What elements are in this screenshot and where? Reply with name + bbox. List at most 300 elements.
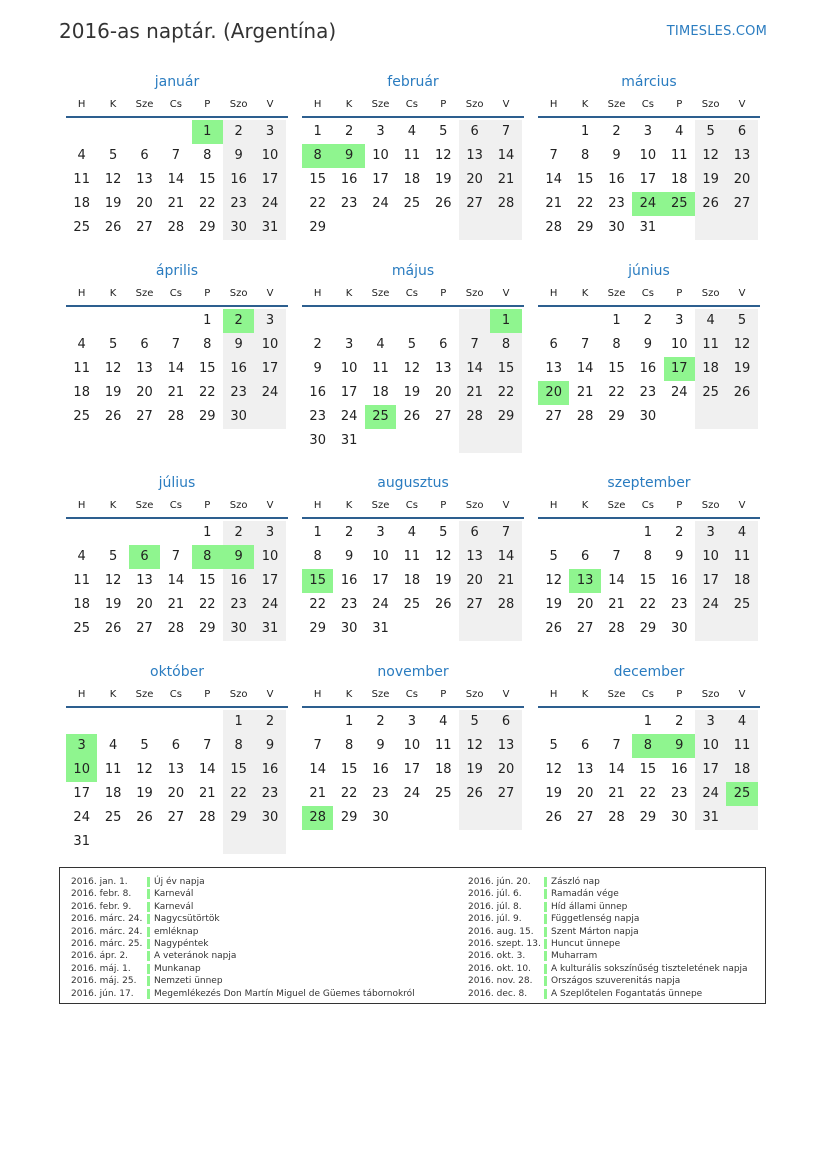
day-cell: 7 xyxy=(490,120,521,144)
day-cell: 24 xyxy=(254,381,285,405)
weekday-label: H xyxy=(549,99,558,110)
legend-date: 2016. júl. 8. xyxy=(468,901,522,912)
legend-holiday-name: A kulturális sokszínűség tiszteletének napja xyxy=(551,963,748,974)
day-cell: 27 xyxy=(576,810,594,825)
holiday-marker xyxy=(544,914,547,924)
day-cell: 23 xyxy=(372,786,389,801)
day-cell: 26 xyxy=(726,381,757,405)
holiday-day-cell: 9 xyxy=(664,734,695,758)
day-cell: 12 xyxy=(695,144,726,168)
holiday-day-cell: 25 xyxy=(664,192,695,216)
day-cell: 18 xyxy=(73,196,90,211)
weekday-header xyxy=(302,495,524,519)
day-cell: 14 xyxy=(309,762,326,777)
day-cell: 1 xyxy=(313,525,322,540)
weekday-label: V xyxy=(738,689,746,700)
weekday-label: H xyxy=(77,288,86,299)
legend-date: 2016. nov. 28. xyxy=(468,976,533,987)
day-cell: 1 xyxy=(203,525,212,540)
day-cell: 4 xyxy=(726,710,757,734)
day-cell: 16 xyxy=(639,361,657,376)
day-cell: 31 xyxy=(254,617,285,641)
day-cell: 2 xyxy=(344,525,354,540)
weekday-header xyxy=(538,495,760,519)
holiday-marker xyxy=(544,989,547,999)
day-cell: 12 xyxy=(726,333,757,357)
month-name: október xyxy=(150,664,204,680)
weekday-label: H xyxy=(549,288,558,299)
empty-cell xyxy=(538,309,569,333)
day-cell: 31 xyxy=(372,621,389,636)
day-cell: 7 xyxy=(171,549,180,564)
day-cell: 3 xyxy=(695,521,726,545)
weekday-label: V xyxy=(502,500,510,511)
day-cell: 24 xyxy=(73,810,90,825)
day-cell: 2 xyxy=(223,120,254,144)
month-szeptember xyxy=(538,471,760,641)
day-cell: 10 xyxy=(372,549,389,564)
holiday-day-cell: 25 xyxy=(365,405,396,429)
weekday-label: Sze xyxy=(607,500,626,511)
weekday-label: V xyxy=(266,99,274,110)
day-cell: 22 xyxy=(639,786,657,801)
day-cell: 17 xyxy=(695,569,726,593)
day-cell: 16 xyxy=(608,172,625,187)
weekday-label: Cs xyxy=(405,500,418,511)
day-cell: 27 xyxy=(167,810,185,825)
day-cell: 17 xyxy=(254,357,285,381)
month-február xyxy=(302,70,524,240)
weekday-label: Szo xyxy=(229,288,248,299)
day-cell: 1 xyxy=(643,714,652,729)
day-cell: 6 xyxy=(439,337,448,352)
day-cell: 6 xyxy=(140,337,149,352)
legend-date: 2016. okt. 10. xyxy=(468,963,531,974)
day-cell: 8 xyxy=(344,738,354,753)
day-cell: 20 xyxy=(459,569,490,593)
weekday-label: K xyxy=(345,500,353,511)
day-cell: 1 xyxy=(203,313,212,328)
weekday-header xyxy=(538,283,760,307)
weekday-label: Sze xyxy=(135,500,154,511)
weekday-label: H xyxy=(313,689,322,700)
legend-date: 2016. márc. 25. xyxy=(71,938,143,949)
day-cell: 2 xyxy=(254,710,285,734)
day-cell: 18 xyxy=(73,385,90,400)
day-cell: 11 xyxy=(695,333,726,357)
legend-holiday-name: Zászló nap xyxy=(551,877,600,887)
month-november xyxy=(302,660,524,830)
empty-cell xyxy=(726,806,757,830)
holiday-marker xyxy=(544,964,547,974)
day-cell: 2 xyxy=(313,337,322,352)
day-cell: 11 xyxy=(670,148,688,163)
day-cell: 28 xyxy=(167,409,185,424)
weekday-label: V xyxy=(738,500,746,511)
weekday-label: P xyxy=(440,288,447,299)
weekday-label: Cs xyxy=(405,99,418,110)
holiday-day-cell: 8 xyxy=(192,545,223,569)
holiday-marker xyxy=(147,951,150,961)
holiday-marker xyxy=(544,951,547,961)
weekday-label: Sze xyxy=(607,689,626,700)
empty-cell xyxy=(66,120,97,144)
day-cell: 12 xyxy=(459,734,490,758)
weekday-label: P xyxy=(440,99,447,110)
day-cell: 16 xyxy=(340,172,358,187)
day-cell: 12 xyxy=(434,148,452,163)
day-cell: 21 xyxy=(459,381,490,405)
empty-cell xyxy=(490,806,521,830)
legend-date: 2016. júl. 9. xyxy=(468,914,522,925)
holiday-day-cell: 1 xyxy=(490,309,521,333)
day-cell: 17 xyxy=(372,172,389,187)
empty-cell xyxy=(428,309,459,333)
day-cell: 29 xyxy=(490,405,521,429)
day-cell: 19 xyxy=(403,385,421,400)
day-cell: 20 xyxy=(167,786,185,801)
legend-date: 2016. márc. 24. xyxy=(71,914,143,925)
day-cell: 27 xyxy=(490,782,521,806)
day-cell: 28 xyxy=(490,593,521,617)
holiday-day-cell: 13 xyxy=(569,569,600,593)
month-március xyxy=(538,70,760,240)
day-cell: 25 xyxy=(104,810,122,825)
day-cell: 21 xyxy=(167,597,185,612)
empty-cell xyxy=(396,309,427,333)
day-cell: 9 xyxy=(376,738,385,753)
day-cell: 25 xyxy=(73,409,90,424)
day-grid xyxy=(538,120,760,240)
day-cell: 13 xyxy=(726,144,757,168)
empty-cell xyxy=(333,216,364,240)
weekday-label: K xyxy=(581,500,589,511)
day-cell: 15 xyxy=(223,758,254,782)
day-cell: 5 xyxy=(459,710,490,734)
legend-date: 2016. jún. 20. xyxy=(468,877,531,887)
weekday-label: P xyxy=(676,689,683,700)
day-cell: 4 xyxy=(77,337,86,352)
day-cell: 21 xyxy=(545,196,562,211)
day-cell: 24 xyxy=(340,409,358,424)
day-cell: 7 xyxy=(203,738,212,753)
weekday-label: H xyxy=(549,500,558,511)
day-cell: 22 xyxy=(198,385,216,400)
day-cell: 25 xyxy=(73,621,90,636)
brand-link[interactable]: TIMESLES.COM xyxy=(666,24,767,39)
day-cell: 26 xyxy=(136,810,153,825)
day-cell: 24 xyxy=(254,192,285,216)
day-cell: 2 xyxy=(344,124,354,139)
day-cell: 30 xyxy=(608,220,625,235)
day-cell: 7 xyxy=(490,521,521,545)
day-cell: 28 xyxy=(198,810,216,825)
holiday-marker xyxy=(147,976,150,986)
day-cell: 12 xyxy=(104,172,122,187)
weekday-label: H xyxy=(313,99,322,110)
empty-cell xyxy=(192,710,223,734)
day-cell: 2 xyxy=(643,313,652,328)
weekday-label: H xyxy=(77,99,86,110)
holiday-day-cell: 8 xyxy=(302,144,333,168)
empty-cell xyxy=(664,405,695,429)
weekday-label: Cs xyxy=(169,288,182,299)
weekday-label: H xyxy=(549,689,558,700)
day-cell: 29 xyxy=(198,621,216,636)
day-cell: 30 xyxy=(223,617,254,641)
day-grid xyxy=(538,710,760,830)
day-cell: 6 xyxy=(549,337,558,352)
weekday-label: K xyxy=(109,689,117,700)
empty-cell xyxy=(601,521,632,545)
weekday-label: P xyxy=(204,500,211,511)
empty-cell xyxy=(428,216,459,240)
day-cell: 2 xyxy=(675,525,684,540)
day-cell: 23 xyxy=(223,593,254,617)
day-cell: 12 xyxy=(104,573,122,588)
day-cell: 20 xyxy=(490,758,521,782)
day-cell: 29 xyxy=(198,409,216,424)
holiday-day-cell: 6 xyxy=(129,545,160,569)
empty-cell xyxy=(160,710,191,734)
month-augusztus xyxy=(302,471,524,641)
day-cell: 25 xyxy=(726,593,757,617)
day-cell: 10 xyxy=(372,148,389,163)
day-cell: 7 xyxy=(612,738,621,753)
legend-holiday-name: Szent Márton napja xyxy=(551,926,639,937)
weekday-label: K xyxy=(109,500,117,511)
day-cell: 10 xyxy=(639,148,657,163)
weekday-label: V xyxy=(738,99,746,110)
empty-cell xyxy=(129,120,160,144)
weekday-label: K xyxy=(345,99,353,110)
day-cell: 31 xyxy=(340,433,358,448)
day-cell: 26 xyxy=(545,621,562,636)
day-cell: 19 xyxy=(434,172,452,187)
day-cell: 3 xyxy=(675,313,684,328)
weekday-label: Sze xyxy=(135,689,154,700)
empty-cell xyxy=(66,309,97,333)
day-cell: 3 xyxy=(254,120,285,144)
day-cell: 3 xyxy=(254,521,285,545)
day-cell: 6 xyxy=(171,738,180,753)
day-cell: 22 xyxy=(309,196,326,211)
day-cell: 11 xyxy=(434,738,452,753)
weekday-label: Szo xyxy=(465,689,484,700)
day-cell: 8 xyxy=(313,549,322,564)
weekday-label: Szo xyxy=(701,500,720,511)
legend-date: 2016. aug. 15. xyxy=(468,926,534,937)
day-cell: 7 xyxy=(549,148,558,163)
day-cell: 15 xyxy=(576,172,594,187)
holiday-day-cell: 20 xyxy=(538,381,569,405)
day-cell: 4 xyxy=(376,337,385,352)
weekday-label: K xyxy=(581,288,589,299)
day-cell: 29 xyxy=(223,806,254,830)
empty-cell xyxy=(223,830,254,854)
day-cell: 22 xyxy=(576,196,594,211)
day-cell: 29 xyxy=(639,810,657,825)
day-cell: 15 xyxy=(639,573,657,588)
legend-date: 2016. máj. 25. xyxy=(71,976,137,987)
day-cell: 12 xyxy=(403,361,421,376)
empty-cell xyxy=(396,216,427,240)
weekday-label: Cs xyxy=(641,99,654,110)
day-cell: 22 xyxy=(198,196,216,211)
page-title: 2016-as naptár. (Argentína) xyxy=(59,19,337,43)
empty-cell xyxy=(396,806,427,830)
legend-holiday-name: Új év napja xyxy=(154,877,205,887)
empty-cell xyxy=(97,309,128,333)
holiday-day-cell: 17 xyxy=(664,357,695,381)
weekday-label: Szo xyxy=(229,689,248,700)
day-cell: 27 xyxy=(459,593,490,617)
day-cell: 10 xyxy=(254,545,285,569)
empty-cell xyxy=(695,405,726,429)
empty-cell xyxy=(66,521,97,545)
day-cell: 14 xyxy=(608,762,625,777)
day-cell: 20 xyxy=(434,385,452,400)
day-cell: 5 xyxy=(407,337,416,352)
day-cell: 6 xyxy=(490,710,521,734)
day-cell: 23 xyxy=(223,192,254,216)
day-cell: 6 xyxy=(459,120,490,144)
weekday-label: P xyxy=(204,288,211,299)
weekday-label: V xyxy=(266,689,274,700)
empty-cell xyxy=(396,617,427,641)
day-cell: 10 xyxy=(254,144,285,168)
day-cell: 19 xyxy=(545,597,562,612)
month-name: július xyxy=(158,475,196,491)
empty-cell xyxy=(695,617,726,641)
day-cell: 9 xyxy=(612,148,621,163)
day-cell: 27 xyxy=(576,621,594,636)
day-cell: 4 xyxy=(726,521,757,545)
day-cell: 31 xyxy=(254,216,285,240)
weekday-label: K xyxy=(581,99,589,110)
month-name: március xyxy=(621,74,677,90)
legend-holiday-name: Országos szuverenitás napja xyxy=(551,976,681,987)
holiday-marker xyxy=(544,902,547,912)
legend-date: 2016. márc. 24. xyxy=(71,926,143,937)
empty-cell xyxy=(129,830,160,854)
day-cell: 8 xyxy=(203,337,212,352)
holiday-day-cell: 15 xyxy=(302,569,333,593)
day-cell: 23 xyxy=(340,597,358,612)
empty-cell xyxy=(97,830,128,854)
day-cell: 7 xyxy=(580,337,590,352)
empty-cell xyxy=(97,120,128,144)
weekday-label: Szo xyxy=(701,99,720,110)
empty-cell xyxy=(160,309,191,333)
day-cell: 22 xyxy=(223,782,254,806)
day-cell: 7 xyxy=(171,337,180,352)
calendar-grid xyxy=(66,70,762,860)
day-cell: 14 xyxy=(490,545,521,569)
day-cell: 2 xyxy=(612,124,621,139)
holiday-marker xyxy=(147,964,150,974)
day-cell: 14 xyxy=(576,361,594,376)
weekday-label: H xyxy=(77,500,86,511)
day-cell: 18 xyxy=(104,786,122,801)
legend-date: 2016. febr. 9. xyxy=(71,901,132,912)
day-cell: 27 xyxy=(726,192,757,216)
day-cell: 30 xyxy=(639,409,657,424)
holiday-marker xyxy=(147,927,150,937)
legend-holiday-name: Karnevál xyxy=(154,901,194,912)
day-cell: 19 xyxy=(726,357,757,381)
day-grid xyxy=(66,521,288,641)
day-cell: 10 xyxy=(695,734,726,758)
weekday-label: P xyxy=(440,689,447,700)
day-cell: 19 xyxy=(434,573,452,588)
weekday-label: P xyxy=(676,288,683,299)
day-cell: 5 xyxy=(108,148,118,163)
weekday-label: Szo xyxy=(701,288,720,299)
day-cell: 17 xyxy=(639,172,657,187)
day-cell: 11 xyxy=(372,361,389,376)
day-cell: 5 xyxy=(549,549,558,564)
empty-cell xyxy=(302,309,333,333)
day-cell: 29 xyxy=(639,621,657,636)
day-cell: 12 xyxy=(545,762,562,777)
holiday-marker xyxy=(544,939,547,949)
day-cell: 20 xyxy=(726,168,757,192)
day-cell: 1 xyxy=(580,124,590,139)
empty-cell xyxy=(664,216,695,240)
day-cell: 18 xyxy=(73,597,90,612)
day-cell: 4 xyxy=(407,124,416,139)
weekday-label: Szo xyxy=(701,689,720,700)
day-cell: 6 xyxy=(140,148,149,163)
day-cell: 6 xyxy=(726,120,757,144)
weekday-label: K xyxy=(109,288,117,299)
month-január xyxy=(66,70,288,240)
empty-cell xyxy=(97,710,128,734)
day-cell: 10 xyxy=(340,361,358,376)
day-cell: 7 xyxy=(612,549,621,564)
day-cell: 7 xyxy=(459,333,490,357)
day-cell: 11 xyxy=(73,361,90,376)
month-name: május xyxy=(391,263,435,279)
day-cell: 14 xyxy=(167,573,185,588)
day-cell: 8 xyxy=(580,148,590,163)
day-cell: 21 xyxy=(608,597,625,612)
holiday-day-cell: 24 xyxy=(632,192,663,216)
day-cell: 1 xyxy=(223,710,254,734)
weekday-header xyxy=(66,283,288,307)
day-cell: 21 xyxy=(490,168,521,192)
weekday-label: Cs xyxy=(405,689,418,700)
month-name: december xyxy=(613,664,685,680)
day-cell: 13 xyxy=(545,361,562,376)
weekday-label: Szo xyxy=(229,500,248,511)
weekday-label: Szo xyxy=(465,99,484,110)
legend-holiday-name: Muharram xyxy=(551,951,598,962)
day-cell: 18 xyxy=(726,758,757,782)
day-cell: 19 xyxy=(545,786,562,801)
day-cell: 9 xyxy=(223,333,254,357)
day-grid xyxy=(66,309,288,429)
day-cell: 25 xyxy=(73,220,90,235)
empty-cell xyxy=(459,806,490,830)
weekday-label: Cs xyxy=(169,689,182,700)
day-cell: 13 xyxy=(490,734,521,758)
weekday-label: K xyxy=(581,689,589,700)
empty-cell xyxy=(459,216,490,240)
day-cell: 27 xyxy=(136,409,153,424)
day-cell: 5 xyxy=(108,549,118,564)
